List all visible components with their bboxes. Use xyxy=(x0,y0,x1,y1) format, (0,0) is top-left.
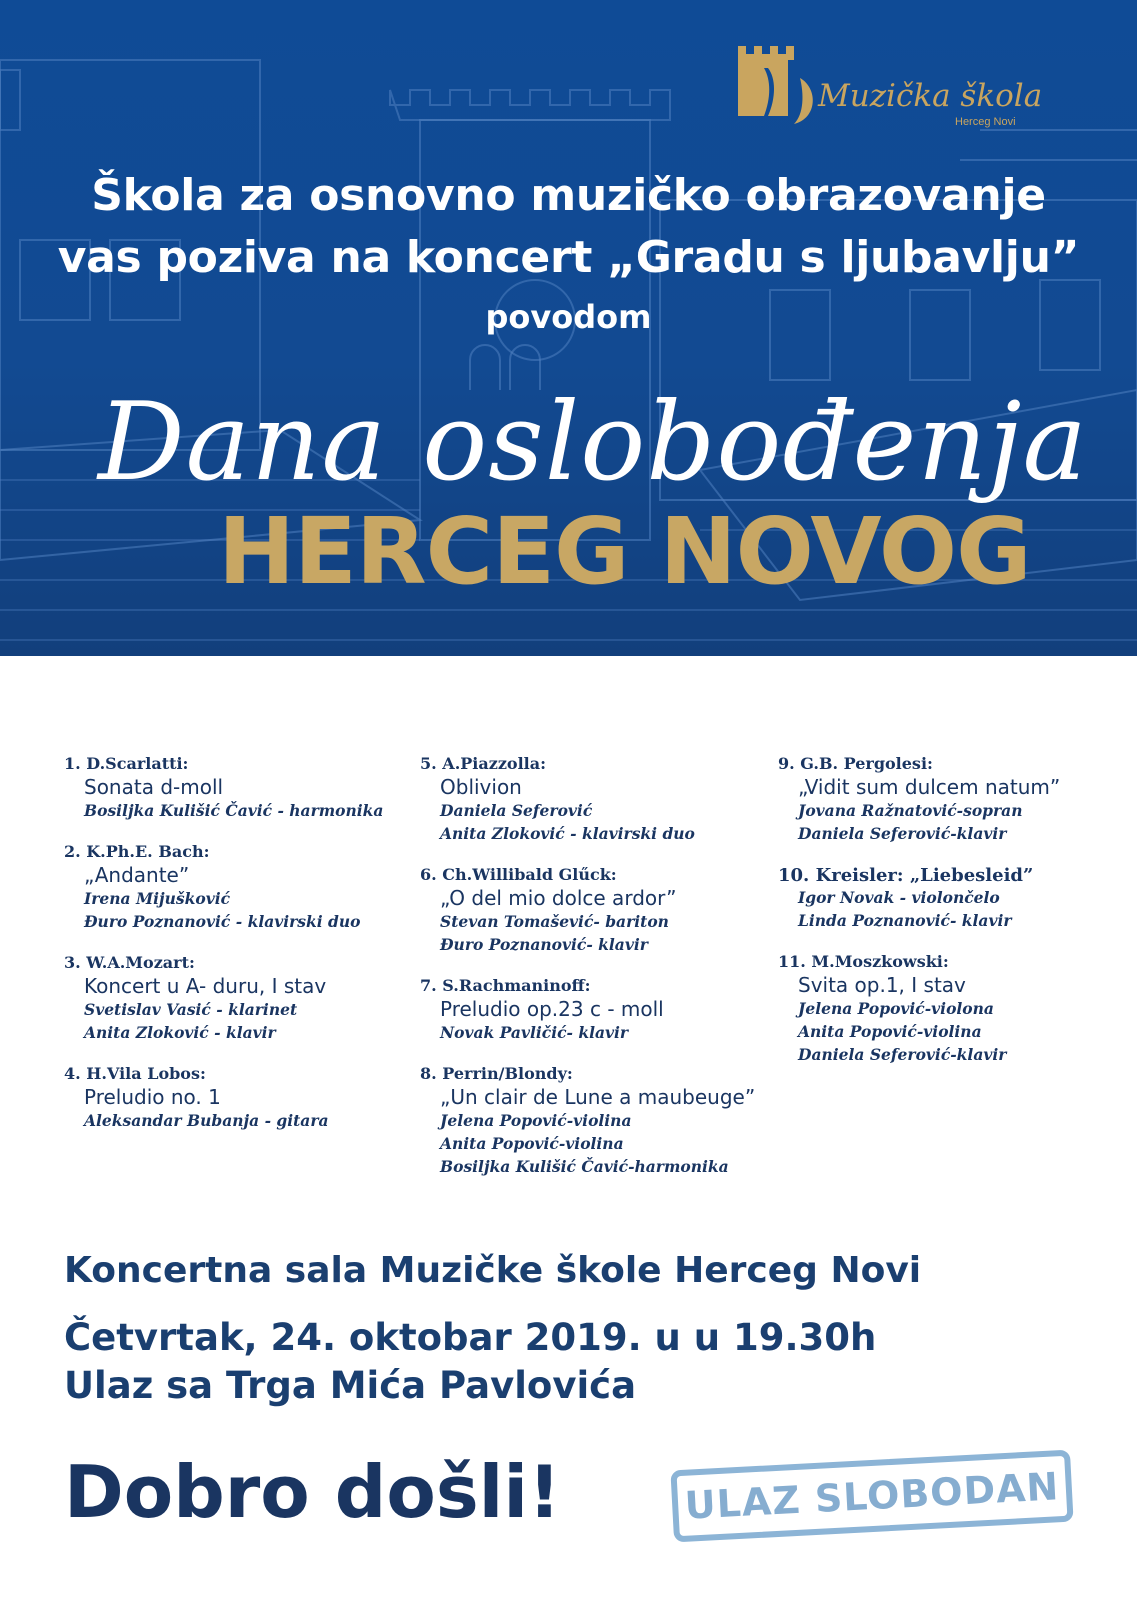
performer: Đuro Poznanović- klavir xyxy=(440,935,648,954)
performer: Anita Popović-violina xyxy=(798,1022,982,1041)
composer: 1. D.Scarlatti: xyxy=(64,754,189,773)
performer: Jelena Popović-violina xyxy=(440,1111,632,1130)
composer: 4. H.Vila Lobos: xyxy=(64,1064,206,1083)
program-column-3 xyxy=(778,754,1060,1086)
program-item xyxy=(64,842,383,933)
performer: Anita Popović-violina xyxy=(440,1134,624,1153)
composer: 2. K.Ph.E. Bach: xyxy=(64,842,210,861)
program-item xyxy=(778,865,1060,932)
performer: Đuro Poznanović - klavirski duo xyxy=(84,912,361,931)
work-title: „Un clair de Lune a maubeuge” xyxy=(440,1085,756,1109)
work-title: Preludio no. 1 xyxy=(84,1085,221,1109)
program-item xyxy=(420,976,755,1044)
performer: Jovana Ražnatović-sopran xyxy=(798,801,1023,820)
performer: Daniela Seferović-klavir xyxy=(798,1045,1007,1064)
performer: Igor Novak - violončelo xyxy=(798,888,1000,907)
work-title: Koncert u A- duru, I stav xyxy=(84,974,327,998)
program-item xyxy=(778,754,1060,845)
composer: 10. Kreisler: „Liebesleid” xyxy=(778,865,1034,886)
logo-subtitle: Herceg Novi xyxy=(955,116,1016,128)
composer: 11. M.Moszkowski: xyxy=(778,952,949,971)
program-item xyxy=(778,952,1060,1066)
header-povodom: povodom xyxy=(485,298,652,336)
work-title: Svita op.1, I stav xyxy=(798,973,966,997)
header-banner xyxy=(0,0,1137,656)
composer: 5. A.Piazzolla: xyxy=(420,754,547,773)
performer: Aleksandar Bubanja - gitara xyxy=(84,1111,329,1130)
program-item xyxy=(64,754,383,822)
performer: Linda Poznanović- klavir xyxy=(798,911,1012,930)
performer: Daniela Seferović-klavir xyxy=(798,824,1007,843)
composer: 6. Ch.Willibald Glűck: xyxy=(420,865,617,884)
performer: Anita Zloković - klavirski duo xyxy=(440,824,695,843)
script-title: Dana oslobođenja xyxy=(98,380,1088,505)
event-date: Četvrtak, 24. oktobar 2019. u u 19.30h xyxy=(64,1316,877,1359)
composer: 7. S.Rachmaninoff: xyxy=(420,976,591,995)
header-line-1: Škola za osnovno muzičko obrazovanje xyxy=(91,170,1046,221)
performer: Bosiljka Kulišić Čavić-harmonika xyxy=(440,1157,729,1176)
welcome-text: Dobro došli! xyxy=(64,1450,561,1534)
work-title: Oblivion xyxy=(440,775,522,799)
free-entry-stamp: ULAZ SLOBODAN xyxy=(670,1450,1073,1543)
entrance-info: Ulaz sa Trga Mića Pavlovića xyxy=(64,1364,637,1407)
work-title: „Vidit sum dulcem natum” xyxy=(798,775,1061,799)
performer: Irena Mijušković xyxy=(84,889,231,908)
performer: Novak Pavličić- klavir xyxy=(440,1023,629,1042)
performer: Daniela Seferović xyxy=(440,801,593,820)
logo-name: Muzička škola xyxy=(818,78,1043,114)
work-title: Preludio op.23 c - moll xyxy=(440,997,664,1021)
venue-name: Koncertna sala Muzičke škole Herceg Novi xyxy=(64,1250,922,1291)
program-item xyxy=(420,865,755,956)
work-title: „Andante” xyxy=(84,863,190,887)
composer: 8. Perrin/Blondy: xyxy=(420,1064,573,1083)
program-column-1 xyxy=(64,754,383,1152)
performer: Anita Zloković - klavir xyxy=(84,1023,276,1042)
work-title: „O del mio dolce ardor” xyxy=(440,886,677,910)
performer: Jelena Popović-violona xyxy=(798,999,994,1018)
program-item xyxy=(420,754,755,845)
composer: 9. G.B. Pergolesi: xyxy=(778,754,933,773)
program-item xyxy=(64,1064,383,1132)
program-column-2 xyxy=(420,754,755,1198)
composer: 3. W.A.Mozart: xyxy=(64,953,195,972)
performer: Stevan Tomašević- bariton xyxy=(440,912,669,931)
header-line-2: vas poziva na koncert „Gradu s ljubavlju” xyxy=(57,232,1080,283)
work-title: Sonata d-moll xyxy=(84,775,224,799)
performer: Svetislav Vasić - klarinet xyxy=(84,1000,298,1019)
program-item xyxy=(420,1064,755,1178)
city-title: HERCEG NOVOG xyxy=(218,498,1031,605)
performer: Bosiljka Kulišić Čavić - harmonika xyxy=(84,801,384,820)
program-item xyxy=(64,953,383,1044)
